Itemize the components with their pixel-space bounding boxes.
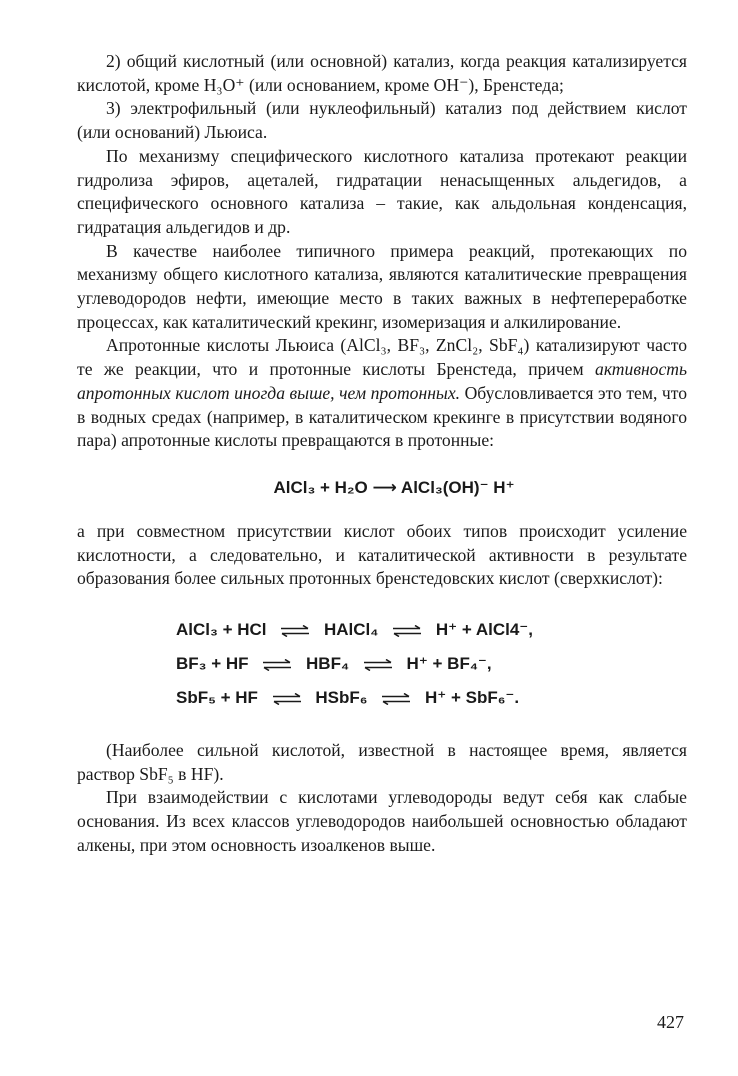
paragraph-strongest-acid: (Наиболее сильной кислотой, известной в настоящее время, является раствор SbF₅ в HF).: [77, 740, 687, 784]
equation-middle: HSbF₆: [315, 688, 368, 708]
paragraph-superacids: а при совместном присутствии кислот обоих типов происходит усиление кислотности, а следовательно, и каталитической активности в результате образования более сильных протонных бренстедовских кислот (сверхкислот):: [77, 520, 687, 589]
equation-block: [176, 613, 687, 715]
paragraph-specific-catalysis: По механизму специфического кислотного катализа протекают реакции гидролиза эфиров, ацеталей, гидратации ненасыщенных альдегидов, а специфического основного катализа – такие, как альдольная конденсация, гидратация альдегидов и др.: [77, 145, 687, 237]
equation-left: BF₃ + HF: [176, 654, 249, 674]
equation-middle: HBF₄: [306, 654, 350, 674]
equation-alcl3-hydrolysis: AlCl₃ + H₂O ⟶ AlCl₃(OH)⁻ H⁺: [273, 477, 515, 497]
equation-line: [176, 681, 687, 715]
paragraph-general-catalysis: 2) общий кислотный (или основной) катализ, когда реакция катализируется кислотой, кроме H₃O⁺ (или основанием, кроме OH⁻), Бренстеда;: [77, 51, 687, 95]
equation-right: H⁺ + BF₄⁻,: [406, 654, 492, 674]
equation-left: AlCl₃ + HCl: [176, 620, 267, 640]
equation-right: H⁺ + SbF₆⁻.: [424, 688, 520, 708]
paragraph-lewis-acids-italic: активность апротонных кислот иногда выше, чем протонных.: [77, 359, 687, 403]
equilibrium-arrow-icon: [271, 693, 303, 705]
equilibrium-arrow-icon: [279, 625, 311, 637]
paragraph-lewis-acids-start: Апротонные кислоты Льюиса (AlCl₃, BF₃, ZnCl₂, SbF₄) катализируют часто те же реакции, что и протонные кислоты Бренстеда, причем: [77, 335, 687, 380]
page-body: [77, 50, 687, 858]
equation-middle: HAlCl₄: [323, 620, 379, 640]
equilibrium-arrow-icon: [391, 625, 423, 637]
paragraph-general-acid-example: В качестве наиболее типичного примера реакций, протекающих по механизму общего кислотного катализа, являются каталитические превращения углеводородов нефти, имеющие место в таких важных в нефтепереработке процессах, как каталитический крекинг, изомеризация и алкилирование.: [77, 240, 687, 332]
equilibrium-arrow-icon: [261, 659, 293, 671]
paragraph-hydrocarbon-basicity: При взаимодействии с кислотами углеводороды ведут себя как слабые основания. Из всех классов углеводородов наибольшей основностью обладают алкены, при этом основность изоалкенов выше.: [77, 787, 687, 855]
equation-line: [176, 647, 687, 681]
paragraph-electrophilic-catalysis: 3) электрофильный (или нуклеофильный) катализ под действием кислот (или оснований) Льюиса.: [77, 98, 687, 143]
paragraph-lewis-acids-end: Обусловливается это тем, что в водных средах (например, в каталитическом крекинге в присутствии водяного пара) апротонные кислоты превращаются в протонные:: [77, 382, 687, 451]
page-number: 427: [657, 1012, 684, 1032]
equation-right: H⁺ + AlCl4⁻,: [435, 620, 533, 640]
equilibrium-arrow-icon: [380, 693, 412, 705]
equation-line: [176, 613, 687, 647]
equation-left: SbF₅ + HF: [176, 688, 258, 708]
paragraph-lewis-acids: [77, 334, 687, 453]
equilibrium-arrow-icon: [362, 659, 394, 671]
